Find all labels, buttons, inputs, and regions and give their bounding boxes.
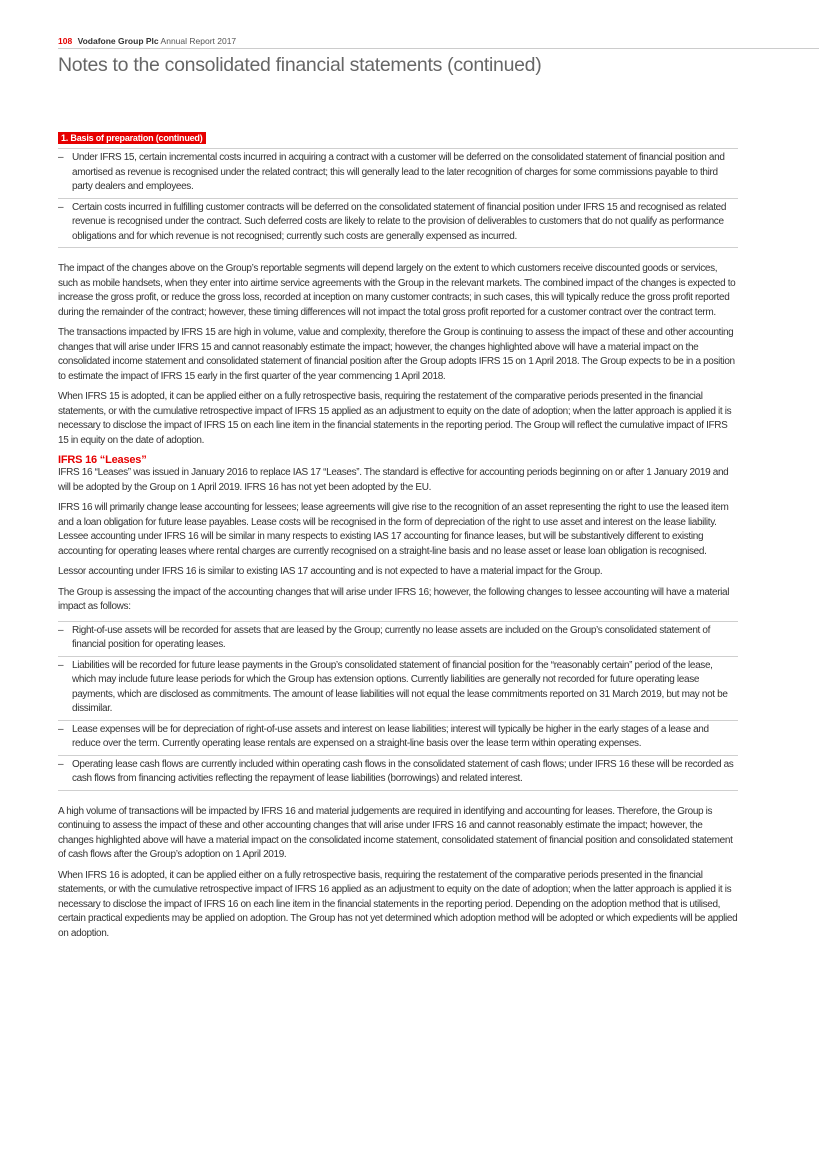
dash-marker: – (58, 152, 64, 163)
paragraph: When IFRS 15 is adopted, it can be applied either on a fully retrospective basis, requiring the restatement of the comparative periods presented in the financial statements, or with the cumulative retrospective impact of IFRS 15 applied as an adjustment to equity on the date of adoption; when the latter approach is applied it is necessary to disclose the impact of IFRS 15 on each line item in the financial statements in the reporting period. The Group will reflect the cumulative impact of IFRS 15 in equity on the date of adoption. (58, 391, 732, 446)
dash-marker: – (58, 723, 64, 735)
dash-marker: – (58, 624, 64, 636)
list-item (58, 721, 738, 756)
header-rule (58, 48, 819, 49)
list-item-text: Certain costs incurred in fulfilling customer contracts will be deferred on the consolidated statement of financial position under IFRS 15 and recognised as related revenue is recognised under the contract. Such deferred costs are likely to relate to the provision of deliverables to customers that do not qualify as performance obligations and for which revenue is not recognised; currently such costs are generally expensed as incurred. (72, 201, 727, 242)
list-item (58, 756, 738, 791)
paragraph: The Group is assessing the impact of the accounting changes that will arise under IFRS 16; however, the following changes to lessee accounting will have a material impact as follows: (58, 586, 730, 612)
ifrs15-bullet-list (58, 149, 738, 248)
main-content (58, 128, 738, 947)
dash-marker: – (58, 201, 64, 213)
list-item-text: Under IFRS 15, certain incremental costs incurred in acquiring a contract with a customer will be deferred on the consolidated statement of financial position and amortised as revenue is recognised under the related contract; this will generally lead to the later recognition of charges for some commissions payable to third party dealers and employees. (72, 152, 725, 192)
paragraph: When IFRS 16 is adopted, it can be applied either on a fully retrospective basis, requiring the restatement of the comparative periods presented in the financial statements, or with the cumulative retrospective impact of IFRS 16 applied as an adjustment to equity on the date of adoption; when the latter approach is applied it is necessary to disclose the impact of IFRS 16 on each line item in the financial statements in the reporting period. Depending on the adoption method that is utilised, certain practical expedients may be applied on adoption. The Group has not yet determined which adoption method will be adopted or which expedients will be applied on adoption. (58, 869, 738, 939)
paragraph: The impact of the changes above on the Group’s reportable segments will depend largely on the extent to which customers receive discounted goods or services, such as mobile handsets, when they enter into airtime service agreements with the Group in the relevant markets. The combined impact of the changes is expected to increase the gross profit, or reduce the gross loss, recorded at inception on many customer contracts; in such cases, this will typically reduce the gross profit reported during the remainder of the contract; however, these timing differences will not impact the total gross profit reported for a customer contract over the contract term. (58, 263, 736, 318)
list-item (58, 199, 738, 249)
section-tag: 1. Basis of preparation (continued) (58, 132, 206, 144)
list-item (58, 149, 738, 199)
paragraph: A high volume of transactions will be impacted by IFRS 16 and material judgements are required in identifying and accounting for leases. Therefore, the Group is continuing to assess the impact of these and other accounting changes that will arise under IFRS 16 and cannot reasonably estimate the impact; however, the changes highlighted above will have a material impact on the consolidated income statement, consolidated statement of financial position and consolidated statement of cash flows after the Group’s adoption on 1 April 2019. (58, 805, 733, 860)
list-item (58, 657, 738, 721)
report-name: Annual Report 2017 (160, 36, 237, 46)
list-item (58, 622, 738, 657)
paragraph: IFRS 16 “Leases” was issued in January 2016 to replace IAS 17 “Leases”. The standard is effective for accounting periods beginning on or after 1 January 2019 and will be adopted by the Group on 1 April 2019. IFRS 16 has not yet been adopted by the EU. (58, 467, 729, 493)
list-item-text: Lease expenses will be for depreciation of right-of-use assets and interest on lease liabilities; interest will typically be higher in the early stages of a lease and reduce over the term. Currently operating lease rentals are expensed on a straight-line basis over the lease term within operating expenses. (72, 723, 709, 749)
company-name: Vodafone Group Plc (77, 36, 159, 46)
paragraph: The transactions impacted by IFRS 15 are high in volume, value and complexity, therefore the Group is continuing to assess the impact of these and other accounting changes that will arise under IFRS 15 and cannot reasonably estimate the impact; however, the changes highlighted above will have a material impact on the consolidated income statement and consolidated statement of financial position after the Group adopts IFRS 15 on 1 April 2018. The Group expects to be in a position to estimate the impact of IFRS 15 early in the first quarter of the year commencing 1 April 2018. (58, 327, 735, 382)
list-item-text: Operating lease cash flows are currently included within operating cash flows in the consolidated statement of cash flows; under IFRS 16 these will be recorded as cash flows from financing activities reflecting the repayment of lease liabilities (borrowings) and related interest. (72, 758, 734, 784)
page-number: 108 (58, 36, 73, 46)
paragraph: IFRS 16 will primarily change lease accounting for lessees; lease agreements will give rise to the recognition of an asset representing the right to use the leased item and a loan obligation for future lease payables. Lease costs will be recognised in the form of depreciation of the right to use asset and interest on the lease liability. Lessee accounting under IFRS 16 will be similar in many respects to existing IAS 17 accounting for finance leases, but will be substantively different to existing accounting for operating leases where rental charges are currently recognised on a straight-line basis and no lease asset or lease loan obligation is recognised. (58, 502, 729, 557)
page-title: Notes to the consolidated financial statements (continued) (58, 54, 542, 76)
running-header (58, 36, 819, 46)
ifrs16-heading: IFRS 16 “Leases” (58, 454, 147, 466)
ifrs16-bullet-list (58, 621, 738, 791)
paragraph: Lessor accounting under IFRS 16 is similar to existing IAS 17 accounting and is not expected to have a material impact for the Group. (58, 566, 603, 577)
dash-marker: – (58, 659, 64, 671)
dash-marker: – (58, 758, 64, 770)
list-item-text: Liabilities will be recorded for future lease payments in the Group’s consolidated statement of financial position for the “reasonably certain” period of the lease, which may include future lease periods for which the Group has extension options. Currently liabilities are generally not recorded for future operating lease payments, which are disclosed as commitments. The amount of lease liabilities will not equal the lease commitments reported on 31 March 2019, but may not be dissimilar. (72, 659, 728, 714)
list-item-text: Right-of-use assets will be recorded for assets that are leased by the Group; currently no lease assets are included on the Group’s consolidated statement of financial position for operating leases. (72, 624, 711, 650)
